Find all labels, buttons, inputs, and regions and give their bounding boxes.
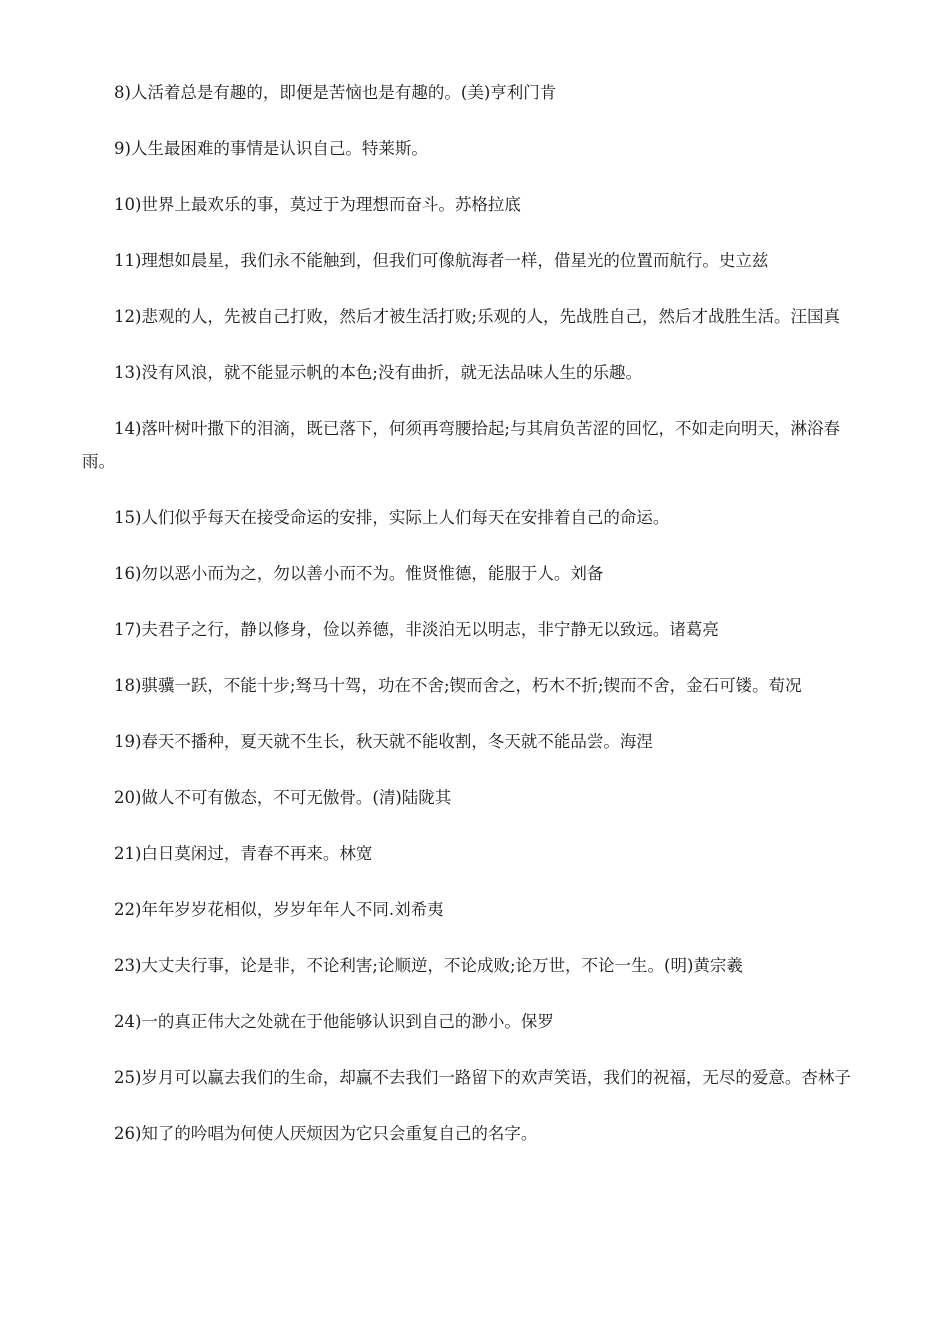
- quote-item: 19)春天不播种，夏天就不生长，秋天就不能收割，冬天就不能品尝。海涅: [114, 732, 653, 751]
- quote-item: 15)人们似乎每天在接受命运的安排，实际上人们每天在安排着自己的命运。: [114, 508, 670, 527]
- quote-item: 18)骐骥一跃，不能十步;驽马十驾，功在不舍;锲而舍之，朽木不折;锲而不舍，金石可镂。荀况: [114, 676, 802, 695]
- quote-item: 16)勿以恶小而为之，勿以善小而不为。惟贤惟德，能服于人。刘备: [114, 564, 604, 583]
- quote-item: 11)理想如晨星，我们永不能触到，但我们可像航海者一样，借星光的位置而航行。史立兹: [114, 251, 769, 270]
- quote-item: 25)岁月可以赢去我们的生命，却赢不去我们一路留下的欢声笑语，我们的祝福，无尽的爱意。杏林子: [114, 1068, 851, 1087]
- quote-item: 21)白日莫闲过，青春不再来。林宽: [114, 844, 373, 863]
- quote-item: 8)人活着总是有趣的，即便是苦恼也是有趣的。(美)亨利门肯: [114, 83, 557, 102]
- quote-item: 10)世界上最欢乐的事，莫过于为理想而奋斗。苏格拉底: [114, 195, 521, 214]
- quote-list: [82, 76, 872, 1173]
- quote-item: 20)做人不可有傲态，不可无傲骨。(清)陆陇其: [114, 788, 452, 807]
- quote-item: 12)悲观的人，先被自己打败，然后才被生活打败;乐观的人，先战胜自己，然后才战胜生活。汪国真: [114, 307, 840, 326]
- quote-item: 22)年年岁岁花相似，岁岁年年人不同.刘希夷: [114, 900, 444, 919]
- quote-item: 9)人生最困难的事情是认识自己。特莱斯。: [114, 139, 428, 158]
- quote-item: 23)大丈夫行事，论是非，不论利害;论顺逆，不论成败;论万世，不论一生。(明)黄宗羲: [114, 956, 743, 975]
- quote-item: 26)知了的吟唱为何使人厌烦因为它只会重复自己的名字。: [114, 1124, 538, 1143]
- quote-item: 17)夫君子之行，静以修身，俭以养德，非淡泊无以明志，非宁静无以致远。诸葛亮: [114, 620, 719, 639]
- quote-item: 24)一的真正伟大之处就在于他能够认识到自己的渺小。保罗: [114, 1012, 554, 1031]
- quote-item: 13)没有风浪，就不能显示帆的本色;没有曲折，就无法品味人生的乐趣。: [114, 363, 642, 382]
- quote-item: 14)落叶树叶撒下的泪滴，既已落下，何须再弯腰拾起;与其肩负苦涩的回忆，不如走向明天，淋浴春雨。: [82, 419, 840, 471]
